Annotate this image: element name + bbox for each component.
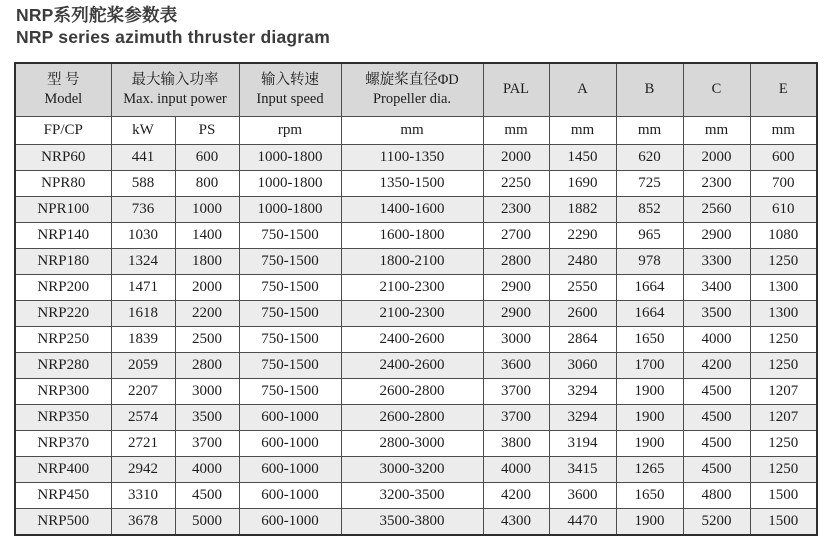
value-cell: 3678	[111, 508, 175, 535]
value-cell: 1324	[111, 248, 175, 274]
value-cell: 1250	[750, 326, 817, 352]
col-header-speed-zh: 输入转速	[261, 71, 319, 88]
units-cell: mm	[341, 116, 483, 144]
col-header-model-en: Model	[44, 90, 83, 107]
table-row	[15, 404, 817, 430]
value-cell: 3294	[549, 404, 616, 430]
table-units-row	[15, 116, 817, 144]
value-cell: 2942	[111, 456, 175, 482]
value-cell: 2300	[683, 170, 750, 196]
page-title-en: NRP series azimuth thruster diagram	[16, 27, 330, 48]
value-cell: 4500	[683, 430, 750, 456]
value-cell: 3294	[549, 378, 616, 404]
table-row	[15, 482, 817, 508]
value-cell: 736	[111, 196, 175, 222]
model-cell: NRP140	[15, 222, 111, 248]
col-header-a: A	[549, 63, 616, 117]
units-cell: PS	[175, 116, 239, 144]
units-cell: mm	[483, 116, 549, 144]
value-cell: 2000	[683, 144, 750, 170]
value-cell: 588	[111, 170, 175, 196]
value-cell: 1650	[616, 482, 683, 508]
value-cell: 1664	[616, 300, 683, 326]
value-cell: 1300	[750, 274, 817, 300]
value-cell: 3700	[483, 378, 549, 404]
value-cell: 4470	[549, 508, 616, 535]
value-cell: 1400	[175, 222, 239, 248]
table-row	[15, 378, 817, 404]
table-row	[15, 144, 817, 170]
value-cell: 1690	[549, 170, 616, 196]
value-cell: 600-1000	[239, 482, 341, 508]
value-cell: 2550	[549, 274, 616, 300]
value-cell: 3800	[483, 430, 549, 456]
value-cell: 1800-2100	[341, 248, 483, 274]
value-cell: 2059	[111, 352, 175, 378]
units-cell: kW	[111, 116, 175, 144]
model-cell: NRP250	[15, 326, 111, 352]
value-cell: 1000-1800	[239, 144, 341, 170]
value-cell: 2600	[549, 300, 616, 326]
value-cell: 750-1500	[239, 378, 341, 404]
table-row	[15, 352, 817, 378]
model-cell: NRP220	[15, 300, 111, 326]
model-cell: NPR100	[15, 196, 111, 222]
value-cell: 1250	[750, 456, 817, 482]
value-cell: 4500	[175, 482, 239, 508]
value-cell: 2700	[483, 222, 549, 248]
value-cell: 3500	[683, 300, 750, 326]
value-cell: 3060	[549, 352, 616, 378]
value-cell: 1250	[750, 248, 817, 274]
table-row	[15, 196, 817, 222]
model-cell: NPR80	[15, 170, 111, 196]
value-cell: 4500	[683, 378, 750, 404]
units-cell: mm	[616, 116, 683, 144]
units-cell: mm	[683, 116, 750, 144]
value-cell: 2100-2300	[341, 300, 483, 326]
col-header-model	[15, 63, 111, 117]
value-cell: 1080	[750, 222, 817, 248]
value-cell: 600	[750, 144, 817, 170]
value-cell: 965	[616, 222, 683, 248]
table-header-row	[15, 63, 817, 117]
col-header-max-input-power	[111, 63, 239, 117]
value-cell: 4200	[683, 352, 750, 378]
value-cell: 4000	[683, 326, 750, 352]
value-cell: 4800	[683, 482, 750, 508]
table-row	[15, 430, 817, 456]
value-cell: 750-1500	[239, 248, 341, 274]
value-cell: 4200	[483, 482, 549, 508]
table-row	[15, 248, 817, 274]
value-cell: 2290	[549, 222, 616, 248]
table-row	[15, 508, 817, 535]
model-cell: NRP350	[15, 404, 111, 430]
value-cell: 2560	[683, 196, 750, 222]
value-cell: 3310	[111, 482, 175, 508]
model-cell: NRP200	[15, 274, 111, 300]
value-cell: 5200	[683, 508, 750, 535]
value-cell: 1100-1350	[341, 144, 483, 170]
value-cell: 2400-2600	[341, 326, 483, 352]
value-cell: 3500-3800	[341, 508, 483, 535]
units-cell: mm	[750, 116, 817, 144]
value-cell: 852	[616, 196, 683, 222]
value-cell: 2574	[111, 404, 175, 430]
value-cell: 2600-2800	[341, 404, 483, 430]
value-cell: 1900	[616, 508, 683, 535]
value-cell: 1500	[750, 508, 817, 535]
col-header-b: B	[616, 63, 683, 117]
value-cell: 1000-1800	[239, 170, 341, 196]
table-body	[15, 144, 817, 535]
value-cell: 4500	[683, 456, 750, 482]
units-cell: mm	[549, 116, 616, 144]
value-cell: 1618	[111, 300, 175, 326]
value-cell: 1900	[616, 378, 683, 404]
model-cell: NRP370	[15, 430, 111, 456]
value-cell: 3500	[175, 404, 239, 430]
thruster-parameters-table	[14, 62, 818, 536]
value-cell: 1250	[750, 352, 817, 378]
value-cell: 2400-2600	[341, 352, 483, 378]
value-cell: 1471	[111, 274, 175, 300]
value-cell: 2250	[483, 170, 549, 196]
value-cell: 750-1500	[239, 222, 341, 248]
col-header-model-zh: 型 号	[46, 71, 80, 88]
units-cell: rpm	[239, 116, 341, 144]
table-row	[15, 326, 817, 352]
value-cell: 4000	[483, 456, 549, 482]
value-cell: 725	[616, 170, 683, 196]
table-row	[15, 170, 817, 196]
col-header-power-en: Max. input power	[123, 90, 227, 107]
value-cell: 600-1000	[239, 430, 341, 456]
value-cell: 600-1000	[239, 508, 341, 535]
value-cell: 2900	[683, 222, 750, 248]
value-cell: 610	[750, 196, 817, 222]
model-cell: NRP180	[15, 248, 111, 274]
value-cell: 1650	[616, 326, 683, 352]
model-cell: NRP400	[15, 456, 111, 482]
col-header-input-speed	[239, 63, 341, 117]
value-cell: 2900	[483, 274, 549, 300]
value-cell: 1800	[175, 248, 239, 274]
value-cell: 1207	[750, 378, 817, 404]
value-cell: 3000-3200	[341, 456, 483, 482]
value-cell: 2800-3000	[341, 430, 483, 456]
value-cell: 750-1500	[239, 326, 341, 352]
value-cell: 2864	[549, 326, 616, 352]
value-cell: 1839	[111, 326, 175, 352]
model-cell: NRP300	[15, 378, 111, 404]
value-cell: 1900	[616, 430, 683, 456]
model-cell: NRP280	[15, 352, 111, 378]
value-cell: 3400	[683, 274, 750, 300]
value-cell: 3300	[683, 248, 750, 274]
col-header-power-zh: 最大输入功率	[131, 71, 219, 88]
table-row	[15, 300, 817, 326]
value-cell: 4000	[175, 456, 239, 482]
model-cell: NRP450	[15, 482, 111, 508]
col-header-diameter-en: Propeller dia.	[372, 90, 452, 107]
table-row	[15, 274, 817, 300]
value-cell: 1300	[750, 300, 817, 326]
value-cell: 1207	[750, 404, 817, 430]
value-cell: 441	[111, 144, 175, 170]
col-header-diameter-zh: 螺旋桨直径ΦD	[365, 71, 459, 88]
value-cell: 1000-1800	[239, 196, 341, 222]
value-cell: 1350-1500	[341, 170, 483, 196]
value-cell: 1600-1800	[341, 222, 483, 248]
value-cell: 1900	[616, 404, 683, 430]
col-header-propeller-dia	[341, 63, 483, 117]
value-cell: 2100-2300	[341, 274, 483, 300]
value-cell: 700	[750, 170, 817, 196]
page-title-zh: NRP系列舵桨参数表	[16, 5, 178, 25]
value-cell: 1664	[616, 274, 683, 300]
col-header-c: C	[683, 63, 750, 117]
value-cell: 2721	[111, 430, 175, 456]
value-cell: 2500	[175, 326, 239, 352]
value-cell: 2480	[549, 248, 616, 274]
value-cell: 3194	[549, 430, 616, 456]
value-cell: 2200	[175, 300, 239, 326]
value-cell: 5000	[175, 508, 239, 535]
value-cell: 1500	[750, 482, 817, 508]
value-cell: 3000	[483, 326, 549, 352]
value-cell: 1882	[549, 196, 616, 222]
value-cell: 2800	[175, 352, 239, 378]
value-cell: 3700	[483, 404, 549, 430]
value-cell: 3415	[549, 456, 616, 482]
value-cell: 3200-3500	[341, 482, 483, 508]
value-cell: 1265	[616, 456, 683, 482]
value-cell: 1400-1600	[341, 196, 483, 222]
value-cell: 3600	[549, 482, 616, 508]
col-header-pal: PAL	[483, 63, 549, 117]
value-cell: 3600	[483, 352, 549, 378]
value-cell: 4300	[483, 508, 549, 535]
value-cell: 1450	[549, 144, 616, 170]
value-cell: 2207	[111, 378, 175, 404]
value-cell: 2000	[175, 274, 239, 300]
value-cell: 2000	[483, 144, 549, 170]
value-cell: 750-1500	[239, 300, 341, 326]
value-cell: 978	[616, 248, 683, 274]
page-header	[16, 4, 816, 49]
table-row	[15, 222, 817, 248]
value-cell: 600-1000	[239, 404, 341, 430]
col-header-speed-en: Input speed	[256, 90, 324, 107]
value-cell: 800	[175, 170, 239, 196]
value-cell: 3000	[175, 378, 239, 404]
table-row	[15, 456, 817, 482]
value-cell: 3700	[175, 430, 239, 456]
model-cell: NRP500	[15, 508, 111, 535]
value-cell: 2600-2800	[341, 378, 483, 404]
value-cell: 750-1500	[239, 274, 341, 300]
value-cell: 2300	[483, 196, 549, 222]
value-cell: 1250	[750, 430, 817, 456]
value-cell: 750-1500	[239, 352, 341, 378]
value-cell: 620	[616, 144, 683, 170]
value-cell: 1000	[175, 196, 239, 222]
value-cell: 2800	[483, 248, 549, 274]
value-cell: 1700	[616, 352, 683, 378]
value-cell: 600-1000	[239, 456, 341, 482]
value-cell: 1030	[111, 222, 175, 248]
value-cell: 600	[175, 144, 239, 170]
value-cell: 2900	[483, 300, 549, 326]
col-header-e: E	[750, 63, 817, 117]
value-cell: 4500	[683, 404, 750, 430]
model-cell: NRP60	[15, 144, 111, 170]
units-cell: FP/CP	[15, 116, 111, 144]
